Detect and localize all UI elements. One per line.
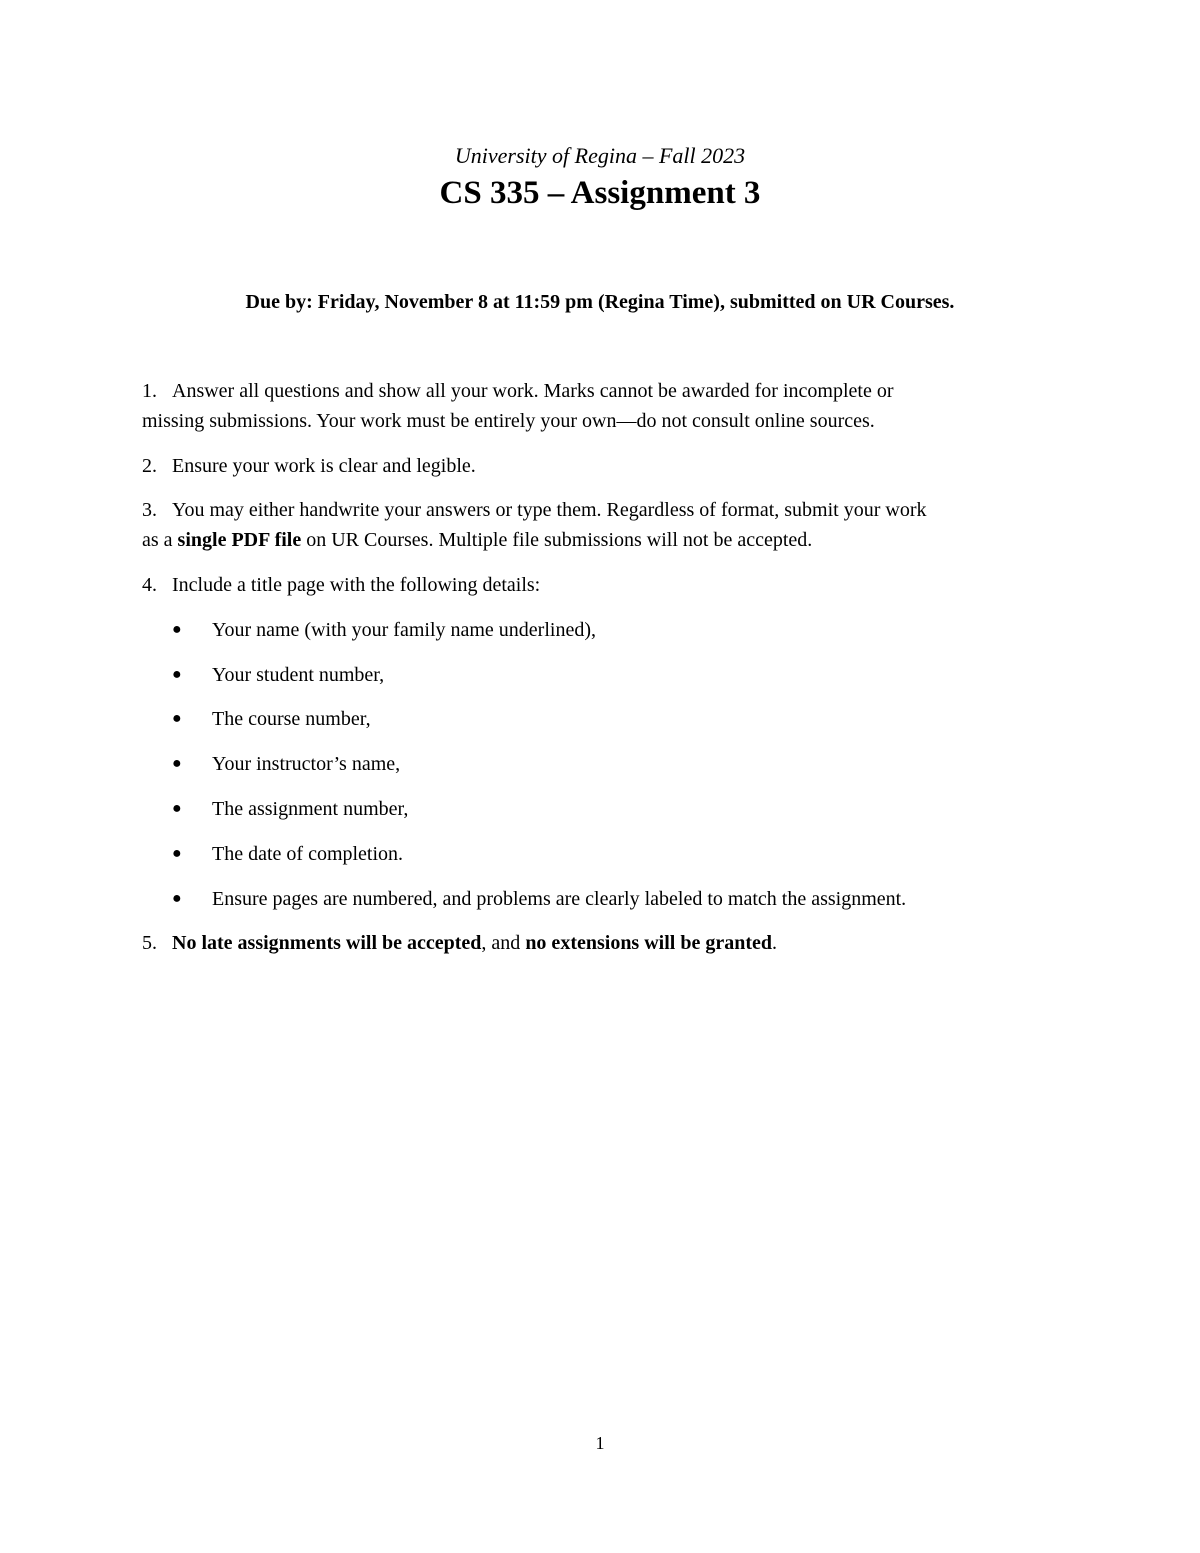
instruction-item-2 bbox=[142, 451, 1060, 481]
instruction-text-post: on UR Courses. Multiple file submissions will not be accepted. bbox=[301, 529, 813, 551]
bullet-text: The assignment number, bbox=[212, 798, 409, 820]
course-subtitle: University of Regina – Fall 2023 bbox=[454, 143, 746, 168]
page-number: 1 bbox=[595, 1433, 605, 1453]
page-title: CS 335 – Assignment 3 bbox=[439, 175, 761, 211]
instruction-text-pre: as a bbox=[142, 529, 178, 551]
instruction-emphasis-1: No late assignments will be accepted bbox=[172, 932, 482, 954]
instruction-number: 4. bbox=[142, 574, 157, 596]
instruction-item-3-line-1 bbox=[142, 495, 1060, 525]
instruction-text: Answer all questions and show all your work. Marks cannot be awarded for incomplete or bbox=[172, 380, 894, 402]
instruction-item-1-line-2: missing submissions. Your work must be entirely your own—do not consult online sources. bbox=[142, 410, 875, 432]
bullet-item bbox=[172, 660, 1052, 690]
instruction-emphasis-2: no extensions will be granted bbox=[525, 932, 772, 954]
bullet-marker: ● bbox=[172, 710, 182, 727]
bullet-marker: ● bbox=[172, 845, 182, 862]
bullet-text: Your instructor’s name, bbox=[212, 753, 401, 775]
instruction-item-3-line-2 bbox=[142, 525, 1060, 555]
bullet-marker: ● bbox=[172, 800, 182, 817]
instruction-item-1-line-1 bbox=[142, 376, 1060, 406]
instruction-text: Include a title page with the following details: bbox=[172, 574, 541, 596]
instruction-number: 3. bbox=[142, 499, 157, 521]
bullet-text: Your name (with your family name underlined), bbox=[212, 619, 596, 641]
instruction-text-mid: , and bbox=[481, 932, 526, 954]
due-date-line: Due by: Friday, November 8 at 11:59 pm (Regina Time), submitted on UR Courses. bbox=[245, 291, 955, 313]
bullet-marker: ● bbox=[172, 621, 182, 638]
bullet-text: Your student number, bbox=[212, 664, 385, 686]
bullet-text: The date of completion. bbox=[212, 843, 404, 865]
instruction-text: You may either handwrite your answers or type them. Regardless of format, submit your work bbox=[172, 499, 927, 521]
instruction-text: Ensure your work is clear and legible. bbox=[172, 455, 476, 477]
bullet-item bbox=[172, 884, 1052, 914]
instruction-item-4 bbox=[142, 570, 1060, 600]
instruction-text-emphasis: single PDF file bbox=[177, 529, 302, 551]
bullet-item bbox=[172, 615, 1052, 645]
bullet-marker: ● bbox=[172, 666, 182, 683]
bullet-item bbox=[172, 749, 1052, 779]
instruction-number: 5. bbox=[142, 932, 157, 954]
bullet-text: Ensure pages are numbered, and problems are clearly labeled to match the assignment. bbox=[212, 888, 907, 910]
bullet-item bbox=[172, 794, 1052, 824]
bullet-marker: ● bbox=[172, 890, 182, 907]
instruction-text-end: . bbox=[772, 932, 777, 954]
bullet-marker: ● bbox=[172, 755, 182, 772]
instruction-item-5 bbox=[142, 928, 1060, 958]
instruction-number: 1. bbox=[142, 380, 157, 402]
bullet-text: The course number, bbox=[212, 708, 371, 730]
instruction-number: 2. bbox=[142, 455, 157, 477]
bullet-item bbox=[172, 839, 1052, 869]
bullet-item bbox=[172, 704, 1052, 734]
